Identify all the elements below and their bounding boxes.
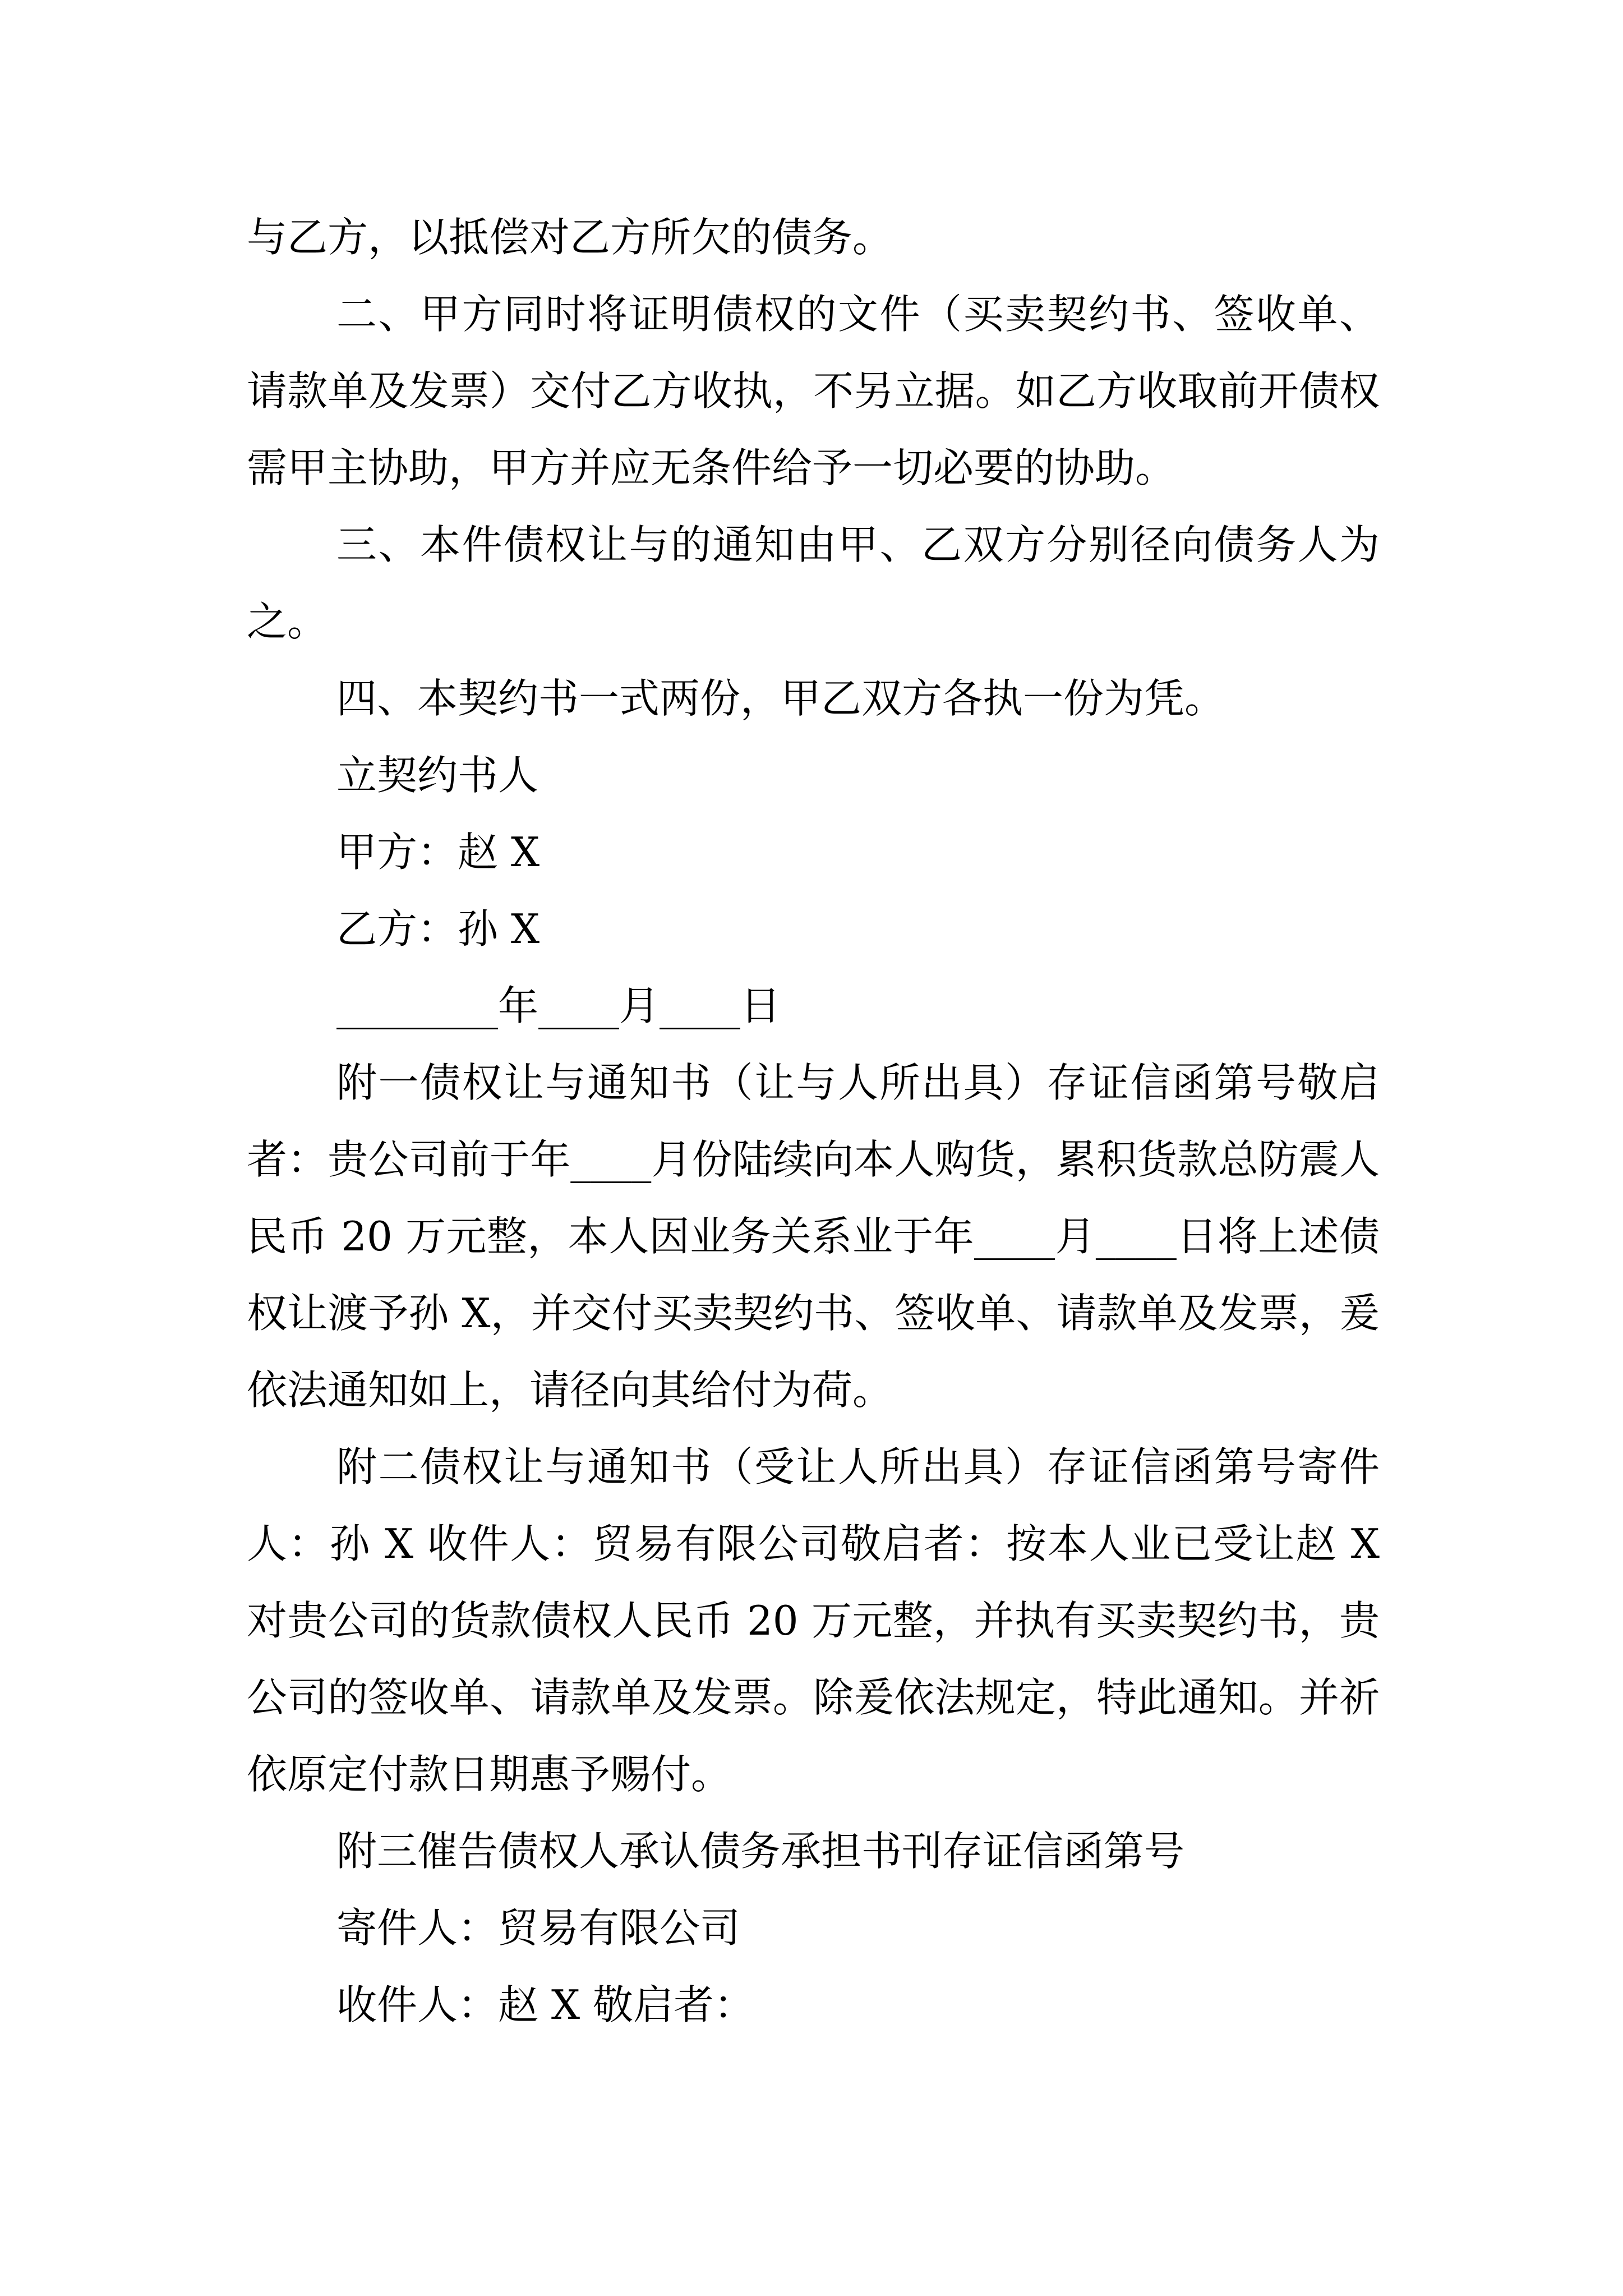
recipient-line: 收件人：赵 X 敬启者： [336,1981,755,2028]
paragraph-clause-3: 三、本件债权让与的通知由甲、乙双方分别径向债务人为之。 [247,521,1380,645]
sender-line: 寄件人：贸易有限公司 [336,1904,741,1952]
party-a-line: 甲方：赵 X [336,829,540,876]
paragraph-1: 与乙方，以抵偿对乙方所欠的债务。 [247,214,893,261]
paragraph-clause-2: 二、甲方同时将证明债权的文件（买卖契约书、签收单、请款单及发票）交付乙方收执，不另立据。如乙方收取前开债权需甲主协助，甲方并应无条件给予一切必要的协助。 [247,291,1380,491]
paragraph-clause-4: 四、本契约书一式两份，甲乙双方各执一份为凭。 [336,675,1225,722]
appendix-1-paragraph: 附一债权让与通知书（让与人所出具）存证信函第号敬启者：贵公司前于年____月份陆续向本人购货，累积货款总防震人民币 20 万元整，本人因业务关系业于年____月____日将上述债权让渡予孙 X，并交付买卖契约书、签收单、请款单及发票，爰依法通知如上，请径向其给付为荷。 [247,1059,1380,1414]
party-b-line: 乙方：孙 X [336,905,540,953]
appendix-2-paragraph: 附二债权让与通知书（受让人所出具）存证信函第号寄件人：孙 X 收件人：贸易有限公司敬启者：按本人业已受让赵 X 对贵公司的货款债权人民币 20 万元整，并执有买卖契约书，贵公司的签收单、请款单及发票。除爰依法规定，特此通知。并祈依原定付款日期惠予赐付。 [247,1443,1393,1798]
appendix-3-heading: 附三催告债权人承认债务承担书刊存证信函第号 [336,1828,1185,1875]
signatories-heading: 立契约书人 [336,752,539,799]
date-line: ________年____月____日 [336,982,781,1029]
document-body [247,199,1393,2044]
